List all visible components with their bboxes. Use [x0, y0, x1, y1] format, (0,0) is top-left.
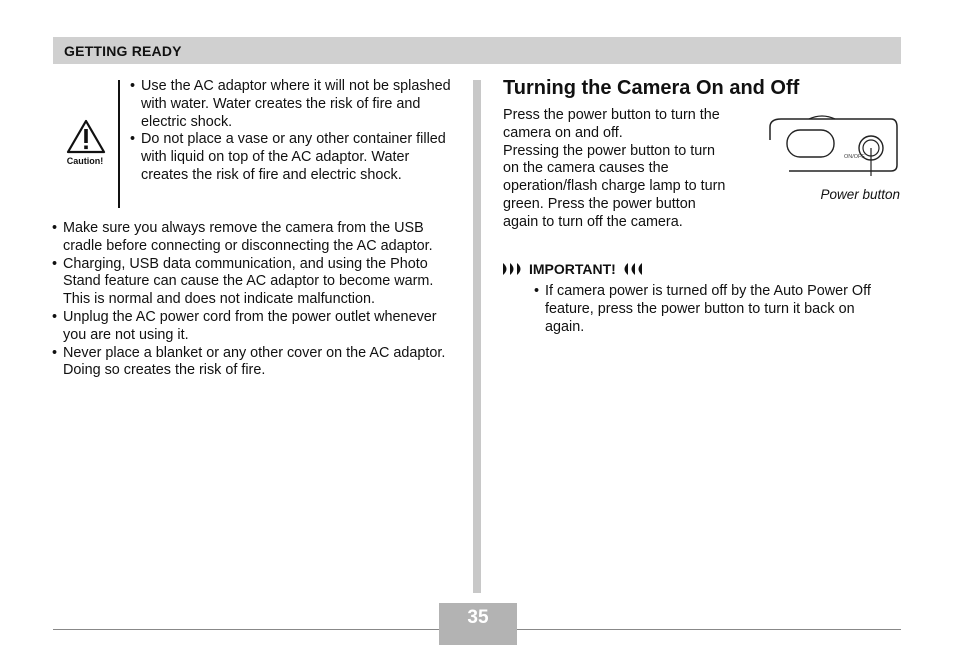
caution-label: Caution!: [66, 156, 104, 166]
intro-line: on the camera causes the: [503, 160, 669, 177]
important-heading: [503, 260, 642, 278]
page-number-box: [439, 603, 517, 645]
camera-top-illustration: [767, 112, 902, 176]
intro-paragraph: [503, 107, 748, 232]
intro-line: operation/flash charge lamp to turn: [503, 178, 726, 195]
power-button-caption: Power button: [820, 187, 900, 202]
intro-line: Press the power button to turn the: [503, 107, 720, 123]
important-list: [534, 283, 894, 336]
note-item: • Make sure you always remove the camera from the USB cradle before connecting or disconnecting the AC adaptor.: [52, 220, 462, 256]
note-item: • Unplug the AC power cord from the power outlet whenever you are not using it.: [52, 309, 462, 345]
important-title: IMPORTANT!: [529, 261, 616, 277]
page-number: 35: [467, 607, 489, 628]
section-header-bar: [53, 37, 901, 64]
caution-item: • Use the AC adaptor where it will not be splashed with water. Water creates the risk of fire and electric shock.: [130, 78, 455, 131]
intro-line: Pressing the power button to turn: [503, 142, 715, 159]
column-divider: [473, 80, 481, 593]
notes-list: [52, 220, 462, 380]
caution-list: [130, 78, 455, 185]
important-item: • If camera power is turned off by the Auto Power Off feature, press the power button to turn it back on again.: [534, 283, 894, 336]
intro-line: again to turn off the camera.: [503, 213, 683, 230]
note-item: • Never place a blanket or any other cover on the AC adaptor. Doing so creates the risk of fire.: [52, 345, 462, 381]
important-right-marker-icon: [621, 263, 642, 275]
note-item: • Charging, USB data communication, and using the Photo Stand feature can cause the AC adaptor to become warm. This is normal and does not indicate malfunction.: [52, 256, 462, 309]
important-left-marker-icon: [503, 263, 524, 275]
intro-line: green. Press the power button: [503, 195, 696, 212]
section-title: Turning the Camera On and Off: [503, 77, 800, 99]
caution-divider-line: [118, 80, 120, 208]
power-button-marking: ON/OFF: [844, 154, 865, 160]
caution-item: • Do not place a vase or any other container filled with liquid on top of the AC adaptor. Water creates the risk of fire and electric shock.: [130, 131, 455, 184]
section-header-title: GETTING READY: [64, 43, 182, 59]
intro-line: camera on and off.: [503, 124, 623, 141]
